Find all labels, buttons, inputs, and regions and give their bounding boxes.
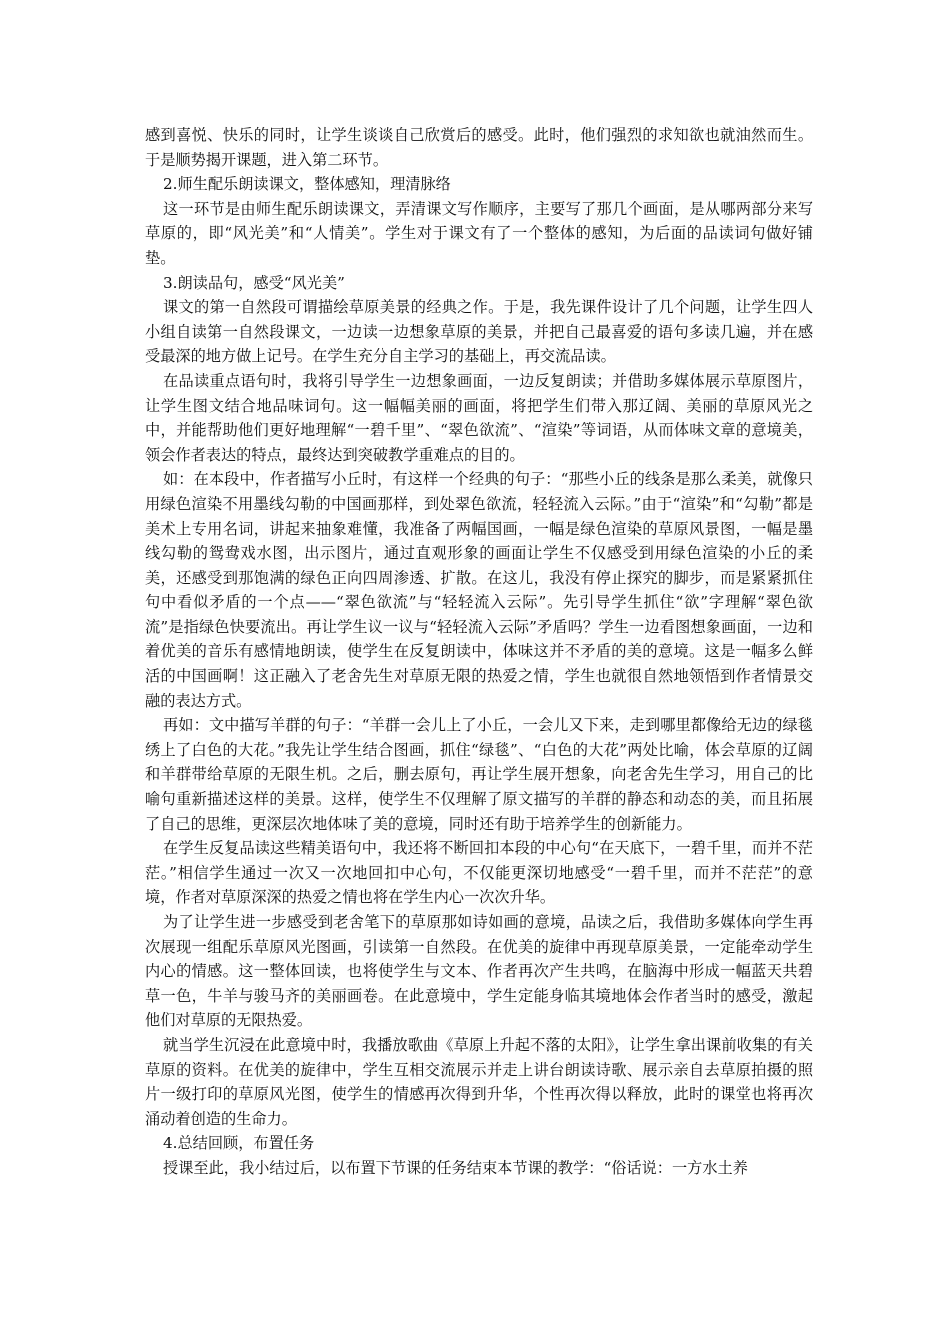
paragraph: 就当学生沉浸在此意境中时，我播放歌曲《草原上升起不落的太阳》，让学生拿出课前收集的有关草原的资料。在优美的旋律中，学生互相交流展示并走上讲台朗读诗歌、展示亲自去草原拍摄的照片一级打印的草原风光图，使学生的情感再次得到升华，个性再次得以释放，此时的课堂也将再次涌动着创造的生命力。 bbox=[145, 1035, 813, 1128]
paragraph: 为了让学生进一步感受到老舍笔下的草原那如诗如画的意境，品读之后，我借助多媒体向学生再次展现一组配乐草原风光图画，引读第一自然段。在优美的旋律中再现草原美景，一定能牵动学生内心的情感。这一整体回读，也将使学生与文本、作者再次产生共鸣，在脑海中形成一幅蓝天共碧草一色，牛羊与骏马齐的美丽画卷。在此意境中，学生定能身临其境地体会作者当时的感受，激起他们对草原的无限热爱。 bbox=[145, 913, 813, 1030]
section-heading-2: 2.师生配乐朗读课文，整体感知，理清脉络 bbox=[163, 175, 451, 194]
paragraph: 再如：文中描写羊群的句子：“羊群一会儿上了小丘，一会儿又下来，走到哪里都像给无边的绿毯绣上了白色的大花。”我先让学生结合图画，抓住“绿毯”、“白色的大花”两处比喻，体会草原的辽阔和羊群带给草原的无限生机。之后，删去原句，再让学生展开想象，向老舍先生学习，用自己的比喻句重新描述这样的美景。这样，使学生不仅理解了原文描写的羊群的静态和动态的美，而且拓展了自己的思维，更深层次地体味了美的意境，同时还有助于培养学生的创新能力。 bbox=[145, 716, 813, 833]
section-heading-3: 3.朗读品句，感受“风光美” bbox=[163, 273, 345, 292]
section-heading-4: 4.总结回顾，布置任务 bbox=[163, 1134, 315, 1153]
paragraph: 这一环节是由师生配乐朗读课文，弄清课文写作顺序，主要写了那几个画面，是从哪两部分来写草原的，即“风光美”和“人情美”。学生对于课文有了一个整体的感知，为后面的品读词句做好铺垫。 bbox=[145, 199, 813, 267]
document-page bbox=[145, 123, 813, 1181]
paragraph: 如：在本段中，作者描写小丘时，有这样一个经典的句子：“那些小丘的线条是那么柔美，就像只用绿色渲染不用墨线勾勒的中国画那样，到处翠色欲流，轻轻流入云际。”由于“渲染”和“勾勒”都是美术上专用名词，讲起来抽象难懂，我准备了两幅国画，一幅是绿色渲染的草原风景图，一幅是墨线勾勒的鸳鸯戏水图，出示图片，通过直观形象的画面让学生不仅感受到用绿色渲染的小丘的柔美，还感受到那饱满的绿色正向四周渗透、扩散。在这儿，我没有停止探究的脚步，而是紧紧抓住句中看似矛盾的一个点——“翠色欲流”与“轻轻流入云际”。先引导学生抓住“欲”字理解“翠色欲流”是指绿色快要流出。再让学生议一议与“轻轻流入云际”矛盾吗？学生一边看图想象画面，一边和着优美的音乐有感情地朗读，使学生在反复朗读中，体味这并不矛盾的美的意境。这是一幅多么鲜活的中国画啊！这正融入了老舍先生对草原无限的热爱之情，学生也就很自然地领悟到作者情景交融的表达方式。 bbox=[145, 470, 813, 710]
paragraph: 在学生反复品读这些精美语句中，我还将不断回扣本段的中心句“在天底下，一碧千里，而并不茫茫。”相信学生通过一次又一次地回扣中心句，不仅能更深切地感受“一碧千里，而并不茫茫”的意境，作者对草原深深的热爱之情也将在学生内心一次次升华。 bbox=[145, 839, 813, 907]
paragraph: 在品读重点语句时，我将引导学生一边想象画面，一边反复朗读；并借助多媒体展示草原图片，让学生图文结合地品味词句。这一幅幅美丽的画面，将把学生们带入那辽阔、美丽的草原风光之中，并能帮助他们更好地理解“一碧千里”、“翠色欲流”、“渲染”等词语，从而体味文章的意境美，领会作者表达的特点，最终达到突破教学重难点的目的。 bbox=[145, 371, 813, 464]
paragraph-intro: 感到喜悦、快乐的同时，让学生谈谈自己欣赏后的感受。此时，他们强烈的求知欲也就油然而生。于是顺势揭开课题，进入第二环节。 bbox=[145, 126, 813, 169]
paragraph: 授课至此，我小结过后，以布置下节课的任务结束本节课的教学：“俗话说：一方水土养 bbox=[163, 1158, 748, 1177]
paragraph: 课文的第一自然段可谓描绘草原美景的经典之作。于是，我先课件设计了几个问题，让学生四人小组自读第一自然段课文，一边读一边想象草原的美景，并把自己最喜爱的语句多读几遍，并在感受最深的地方做上记号。在学生充分自主学习的基础上，再交流品读。 bbox=[145, 298, 813, 366]
